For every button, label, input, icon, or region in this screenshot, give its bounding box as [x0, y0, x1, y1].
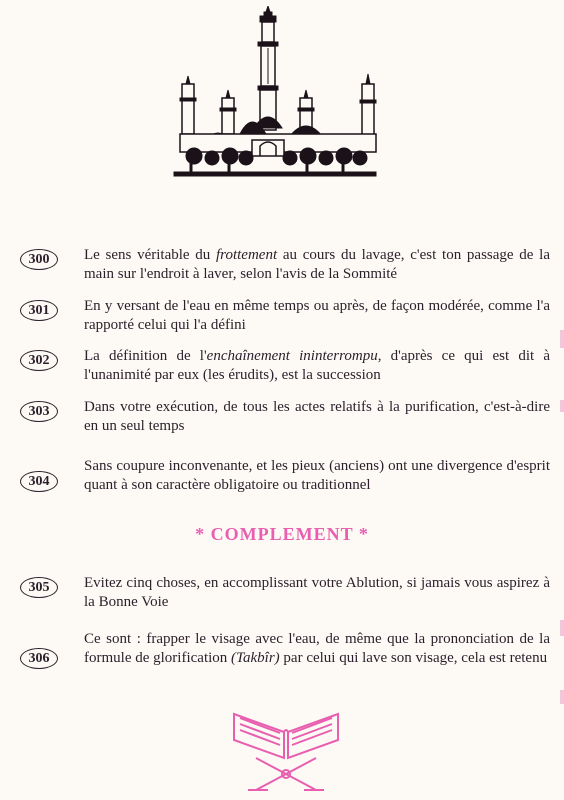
- section-heading: * COMPLEMENT *: [195, 524, 369, 544]
- verse-number: 302: [20, 350, 58, 371]
- verse-number: 306: [20, 648, 58, 669]
- verse-text-part: , d'après ce qui est dit à l'unanimité par eux (les érudits), est la succession: [84, 348, 550, 383]
- verse-text: [84, 297, 550, 335]
- page-edge-mark: [560, 620, 564, 636]
- verse-text-part: En y versant de l'eau en même temps ou après, de façon modérée, comme l'a rapporté celui qui l'a défini: [84, 298, 550, 333]
- verse-text: [84, 347, 550, 385]
- verse-text-part: Ce sont : frapper le visage avec l'eau, de même que la prononciation de la formule de glorification: [84, 631, 550, 666]
- verse-text-part: au cours du lavage, c'est ton passage de la main sur l'endroit à laver, selon l'avis de la Sommité: [84, 247, 550, 282]
- page-edge-mark: [560, 400, 564, 412]
- verse-text: [84, 246, 550, 284]
- verse-number: 304: [20, 471, 58, 492]
- page-edge-mark: [560, 690, 564, 704]
- verse-text: [84, 574, 550, 612]
- verse-text-part: Dans votre exécution, de tous les actes relatifs à la purification, c'est-à-dire en un seul temps: [84, 399, 550, 434]
- verse-number: 301: [20, 300, 58, 321]
- verse-text-italic: enchaînement ininterrompu: [206, 348, 378, 364]
- verse-text-italic: (Takbîr): [231, 650, 280, 666]
- verse-text: [84, 398, 550, 436]
- mosque-illustration: [170, 6, 380, 178]
- verse-number: 305: [20, 577, 58, 598]
- verse-text-part: Evitez cinq choses, en accomplissant votre Ablution, si jamais vous aspirez à la Bonne Voie: [84, 575, 550, 610]
- verse-text-italic: frottement: [216, 247, 278, 263]
- verse-number: 300: [20, 249, 58, 270]
- quran-on-stand-illustration: [226, 704, 346, 796]
- verse-number: 303: [20, 401, 58, 422]
- page-edge-mark: [560, 330, 564, 348]
- verse-text-part: La définition de l': [84, 348, 207, 364]
- verse-text-part: Le sens véritable du: [84, 247, 217, 263]
- verse-text-part: par celui qui lave son visage, cela est retenu: [279, 650, 548, 666]
- verse-text-part: Sans coupure inconvenante, et les pieux (anciens) ont une divergence d'esprit quant à son caractère obligatoire ou traditionnel: [84, 458, 550, 493]
- verse-text: [84, 457, 550, 495]
- verse-text: [84, 630, 550, 668]
